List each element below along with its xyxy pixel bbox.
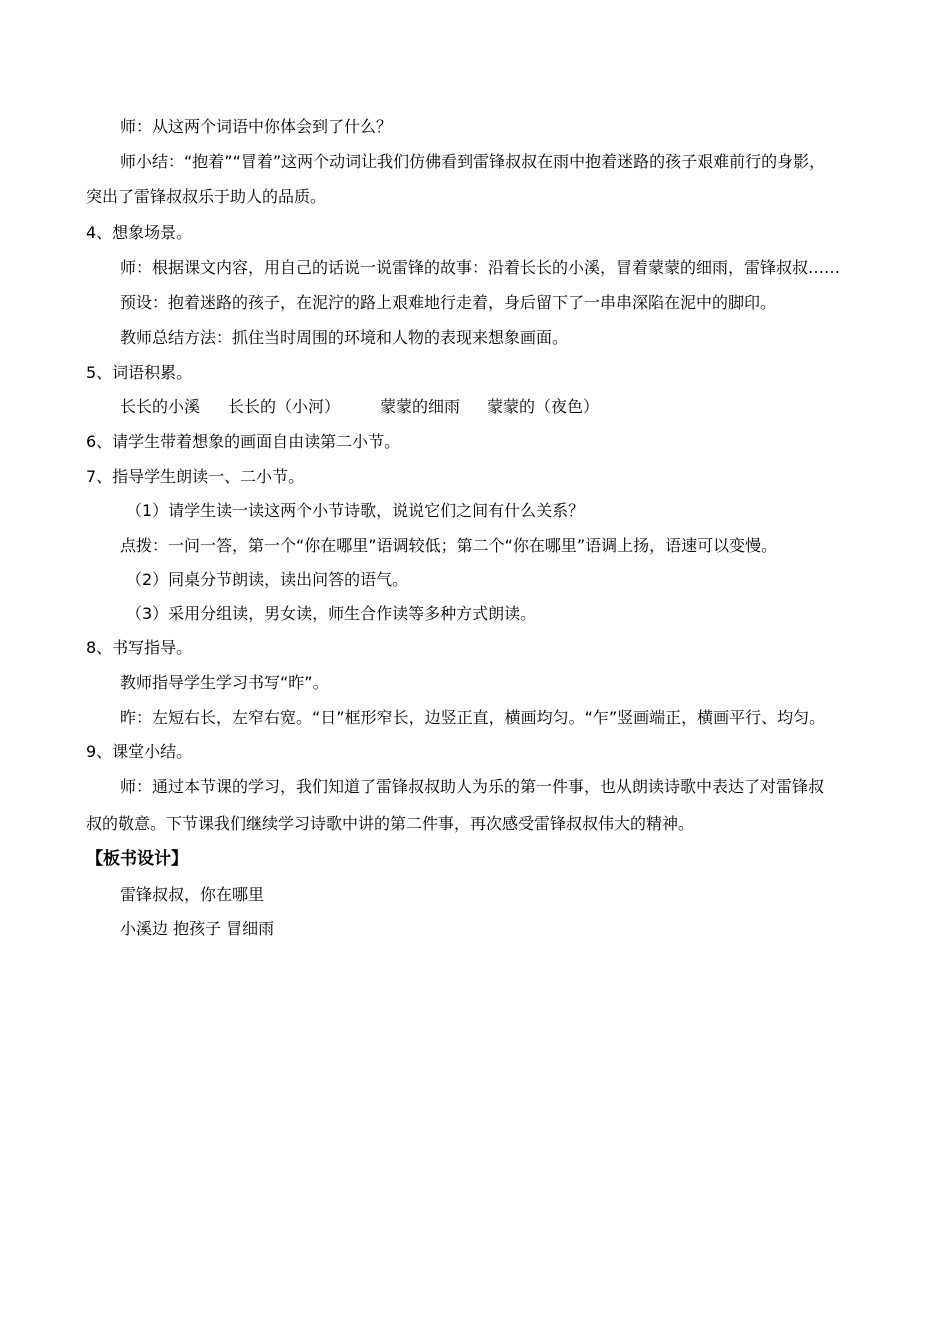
paragraph: 师：通过本节课的学习，我们知道了雷锋叔叔助人为乐的第一件事，也从朗读诗歌中表达了对雷锋叔 <box>120 777 825 796</box>
section-heading: 5、词语积累。 <box>86 363 193 382</box>
word-accumulation-row <box>120 396 599 418</box>
section-heading: 7、指导学生朗读一、二小节。 <box>86 467 305 486</box>
section-heading: 6、请学生带着想象的画面自由读第二小节。 <box>86 432 401 451</box>
word-item: 长长的（小河） <box>228 397 341 416</box>
paragraph: 叔的敬意。下节课我们继续学习诗歌中讲的第二件事，再次感受雷锋叔叔伟大的精神。 <box>86 814 695 833</box>
paragraph: 师：从这两个词语中你体会到了什么？ <box>120 117 393 136</box>
paragraph: 师：根据课文内容，用自己的话说一说雷锋的故事：沿着长长的小溪，冒着蒙蒙的细雨，雷锋叔叔…… <box>120 258 841 277</box>
board-design-heading: 【板书设计】 <box>86 849 188 869</box>
board-line: 小溪边 抱孩子 冒细雨 <box>120 919 275 938</box>
section-heading: 4、想象场景。 <box>86 223 193 242</box>
board-title: 雷锋叔叔，你在哪里 <box>120 885 265 904</box>
section-heading: 9、课堂小结。 <box>86 742 193 761</box>
word-item: 蒙蒙的细雨 <box>380 397 461 416</box>
paragraph: （2）同桌分节朗读，读出问答的语气。 <box>126 570 409 589</box>
paragraph: （1）请学生读一读这两个小节诗歌，说说它们之间有什么关系？ <box>126 501 585 520</box>
paragraph: 师小结：“抱着”“冒着”这两个动词让我们仿佛看到雷锋叔叔在雨中抱着迷路的孩子艰难前行的身影， <box>120 152 826 171</box>
paragraph: 昨：左短右长，左窄右宽。“日”框形窄长，边竖正直，横画均匀。“乍”竖画端正，横画平行、均匀。 <box>120 708 826 727</box>
paragraph: （3）采用分组读，男女读，师生合作读等多种方式朗读。 <box>126 604 537 623</box>
section-heading: 8、书写指导。 <box>86 638 193 657</box>
paragraph: 教师总结方法：抓住当时周围的环境和人物的表现来想象画面。 <box>120 328 569 347</box>
paragraph: 教师指导学生学习书写“昨”。 <box>120 673 329 692</box>
paragraph: 突出了雷锋叔叔乐于助人的品质。 <box>86 187 327 206</box>
paragraph: 点拨：一问一答，第一个“你在哪里”语调较低；第二个“你在哪里”语调上扬，语速可以变慢。 <box>120 536 778 555</box>
paragraph: 预设：抱着迷路的孩子，在泥泞的路上艰难地行走着，身后留下了一串串深陷在泥中的脚印。 <box>120 293 777 312</box>
word-item: 蒙蒙的（夜色） <box>487 397 600 416</box>
word-item: 长长的小溪 <box>120 397 201 416</box>
